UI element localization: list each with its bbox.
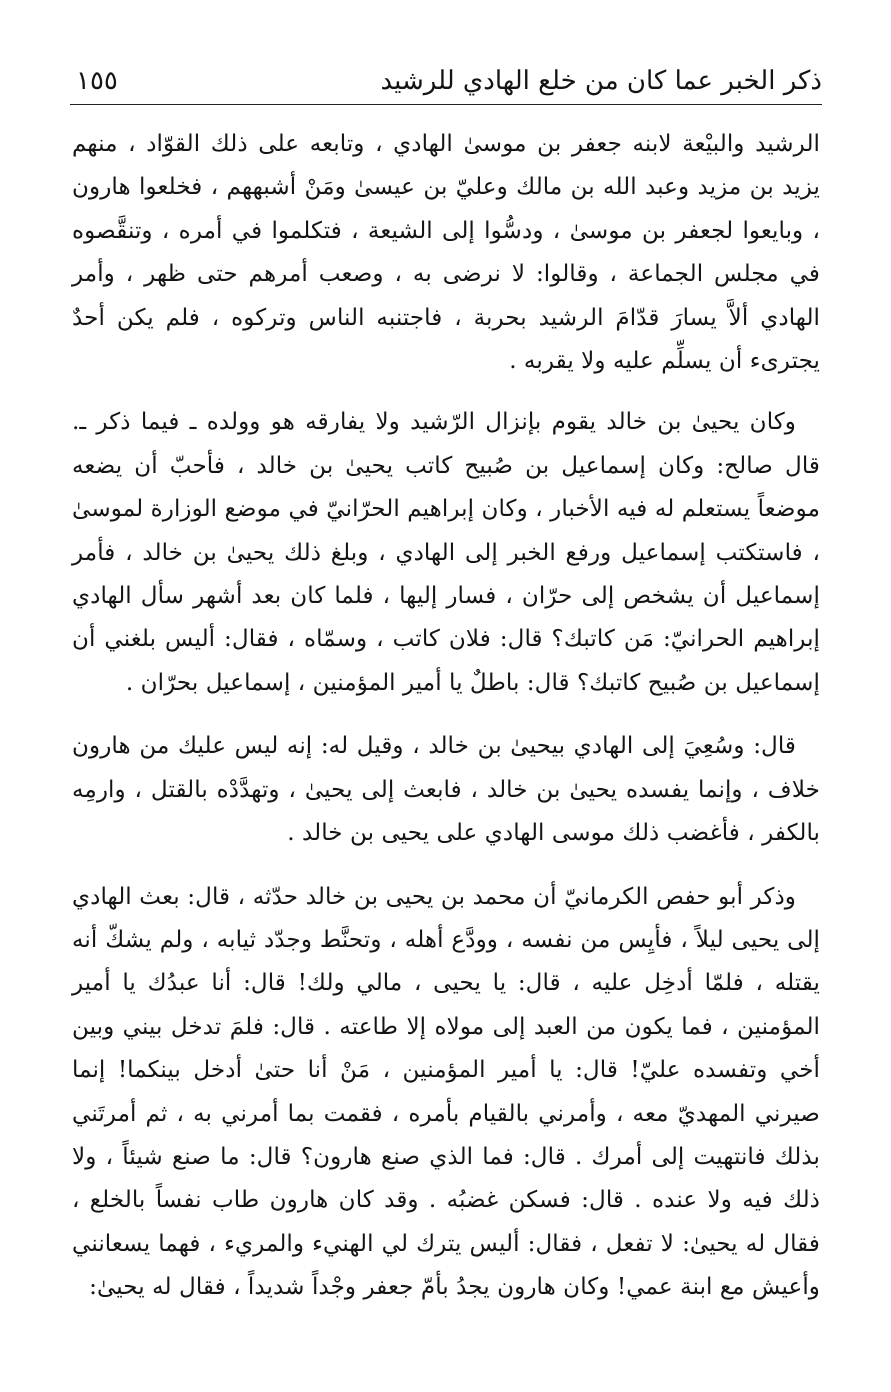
paragraph-4: وذكر أبو حفص الكرمانيّ أن محمد بن يحيى بن خالد حدّثه ، قال: بعث الهادي إلى يحيى ليلاً ، فأيِس من نفسه ، وودَّع أهله ، وتحنَّط وجدّد ثيابه ، ولم يشكّ أنه يقتله ، فلمّا أدخِل عليه ، قال: يا يحيى ، مالي ولك! قال: أنا عبدُك يا أمير المؤمنين ، فما يكون من العبد إلى مولاه إلا طاعته . قال: فلمَ تدخل بيني وبين أخي وتفسده عليّ! قال: يا أمير المؤمنين ، مَنْ أنا حتىٰ أدخل بينكما! إنما صيرني المهديّ معه ، وأمرني بالقيام بأمره ، فقمت بما أمرني به ، ثم أمرتَني بذلك فانتهيت إلى أمرك . قال: فما الذي صنع هارون؟ قال: ما صنع شيئاً ، ولا ذلك فيه ولا عنده . قال: فسكن غضبُه . وقد كان هارون طاب نفساً بالخلع ، فقال له يحيىٰ: لا تفعل ، فقال: أليس يترك لي الهنيء والمريء ، فهما يسعانني وأعيش مع ابنة عمي! وكان هارون يجدُ بأمّ جعفر وجْداً شديداً ، فقال له يحيىٰ:: [72, 882, 820, 1301]
paragraph-3: قال: وسُعِيَ إلى الهادي بيحيىٰ بن خالد ، وقيل له: إنه ليس عليك من هارون خلاف ، وإنما يفسده يحيىٰ بن خالد ، فابعث إلى يحيىٰ ، وتهدَّدْه بالقتل ، وارمِه بالكفر ، فأغضب ذلك موسى الهادي على يحيى بن خالد .: [72, 732, 820, 847]
body-text: [72, 122, 820, 1309]
running-title: ذكر الخبر عما كان من خلع الهادي للرشيد: [380, 66, 822, 96]
header-rule: [70, 104, 822, 105]
paragraph-2: وكان يحيىٰ بن خالد يقوم بإنزال الرّشيد ولا يفارقه هو وولده ـ فيما ذكر ـ. قال صالح: وكان إسماعيل بن صُبيح كاتب يحيىٰ بن خالد ، فأحبّ أن يضعه موضعاً يستعلم له فيه الأخبار ، وكان إبراهيم الحرّانيّ في موضع الوزارة لموسىٰ ، فاستكتب إسماعيل ورفع الخبر إلى الهادي ، وبلغ ذلك يحيىٰ بن خالد ، فأمر إسماعيل أن يشخص إلى حرّان ، فسار إليها ، فلما كان بعد أشهر سأل الهادي إبراهيم الحرانيّ: مَن كاتبك؟ قال: فلان كاتب ، وسمّاه ، فقال: أليس بلغني أن إسماعيل بن صُبيح كاتبك؟ قال: باطلٌ يا أمير المؤمنين ، إسماعيل بحرّان .: [72, 408, 820, 696]
paragraph-1: الرشيد والبيْعة لابنه جعفر بن موسىٰ الهادي ، وتابعه على ذلك القوّاد ، منهم يزيد بن مزيد وعبد الله بن مالك وعليّ بن عيسىٰ ومَنْ أشبههم ، فخلعوا هارون ، وبايعوا لجعفر بن موسىٰ ، ودسُّوا إلى الشيعة ، فتكلموا في أمره ، وتنقَّصوه في مجلس الجماعة ، وقالوا: لا نرضى به ، وصعب أمرهم حتى ظهر ، وأمر الهادي ألاَّ يسارَ قدّامَ الرشيد بحربة ، فاجتنبه الناس وتركوه ، فلم يكن أحدٌ يجترىء أن يسلِّم عليه ولا يقربه .: [72, 130, 820, 375]
page-header: [70, 58, 822, 102]
page-number: ١٥٥: [76, 66, 118, 96]
